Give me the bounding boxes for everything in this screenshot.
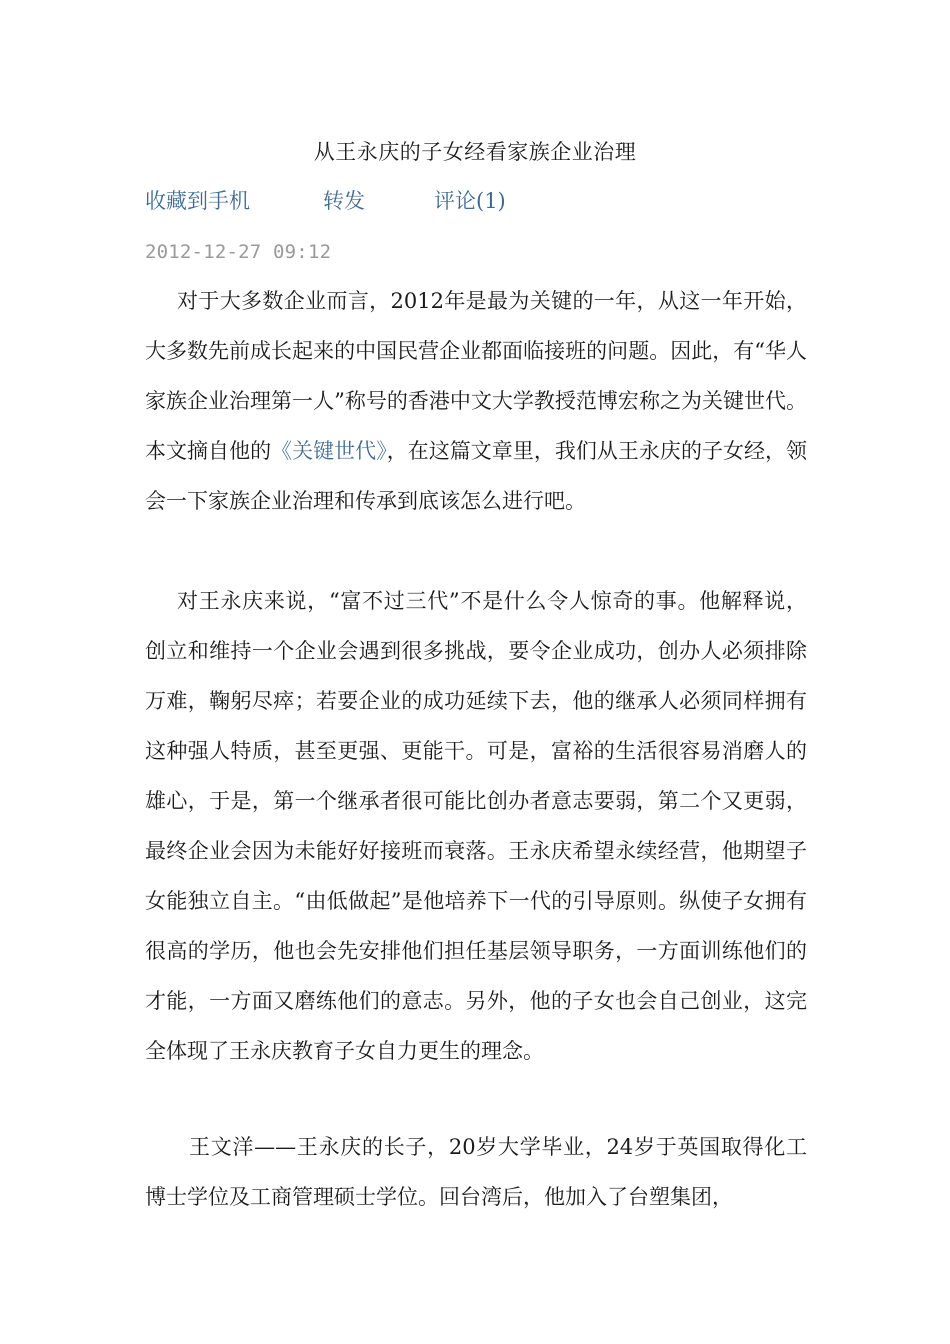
comment-link[interactable]: 评论(1) — [434, 189, 506, 213]
paragraph-1 — [145, 276, 807, 526]
article-title: 从王永庆的子女经看家族企业治理 — [313, 140, 637, 164]
paragraph-3: 王文洋——王永庆的长子，20岁大学毕业，24岁于英国取得化工博士学位及工商管理硕士学位。回台湾后，他加入了台塑集团， — [145, 1135, 807, 1209]
favorite-to-phone-link[interactable]: 收藏到手机 — [145, 189, 250, 213]
paragraph-2: 对王永庆来说，“富不过三代”不是什么令人惊奇的事。他解释说，创立和维持一个企业会遇到很多挑战，要令企业成功，创办人必须排除万难，鞠躬尽瘁；若要企业的成功延续下去，他的继承人必须同样拥有这种强人特质，甚至更强、更能干。可是，富裕的生活很容易消磨人的雄心，于是，第一个继承者很可能比创办者意志要弱，第二个又更弱，最终企业会因为未能好好接班而衰落。王永庆希望永续经营，他期望子女能独立自主。“由低做起”是他培养下一代的引导原则。纵使子女拥有很高的学历，他也会先安排他们担任基层领导职务，一方面训练他们的才能，一方面又磨练他们的意志。另外，他的子女也会自己创业，这完全体现了王永庆教育子女自力更生的理念。 — [145, 589, 807, 1063]
book-title-link[interactable]: 《关键世代》 — [271, 439, 387, 463]
forward-link[interactable]: 转发 — [323, 189, 365, 213]
paragraph-1-text-before: 对于大多数企业而言，2012年是最为关键的一年，从这一年开始，大多数先前成长起来的中国民营企业都面临接班的问题。因此，有“华人家族企业治理第一人”称号的香港中文大学教授范博宏称之为关键世代。本文摘自他的 — [145, 289, 807, 463]
paragraph-1-text-after: ，在这篇文章里，我们从王永庆的子女经，领会一下家族企业治理和传承到底该怎么进行吧。 — [145, 439, 808, 513]
publish-date: 2012-12-27 09:12 — [145, 241, 332, 263]
